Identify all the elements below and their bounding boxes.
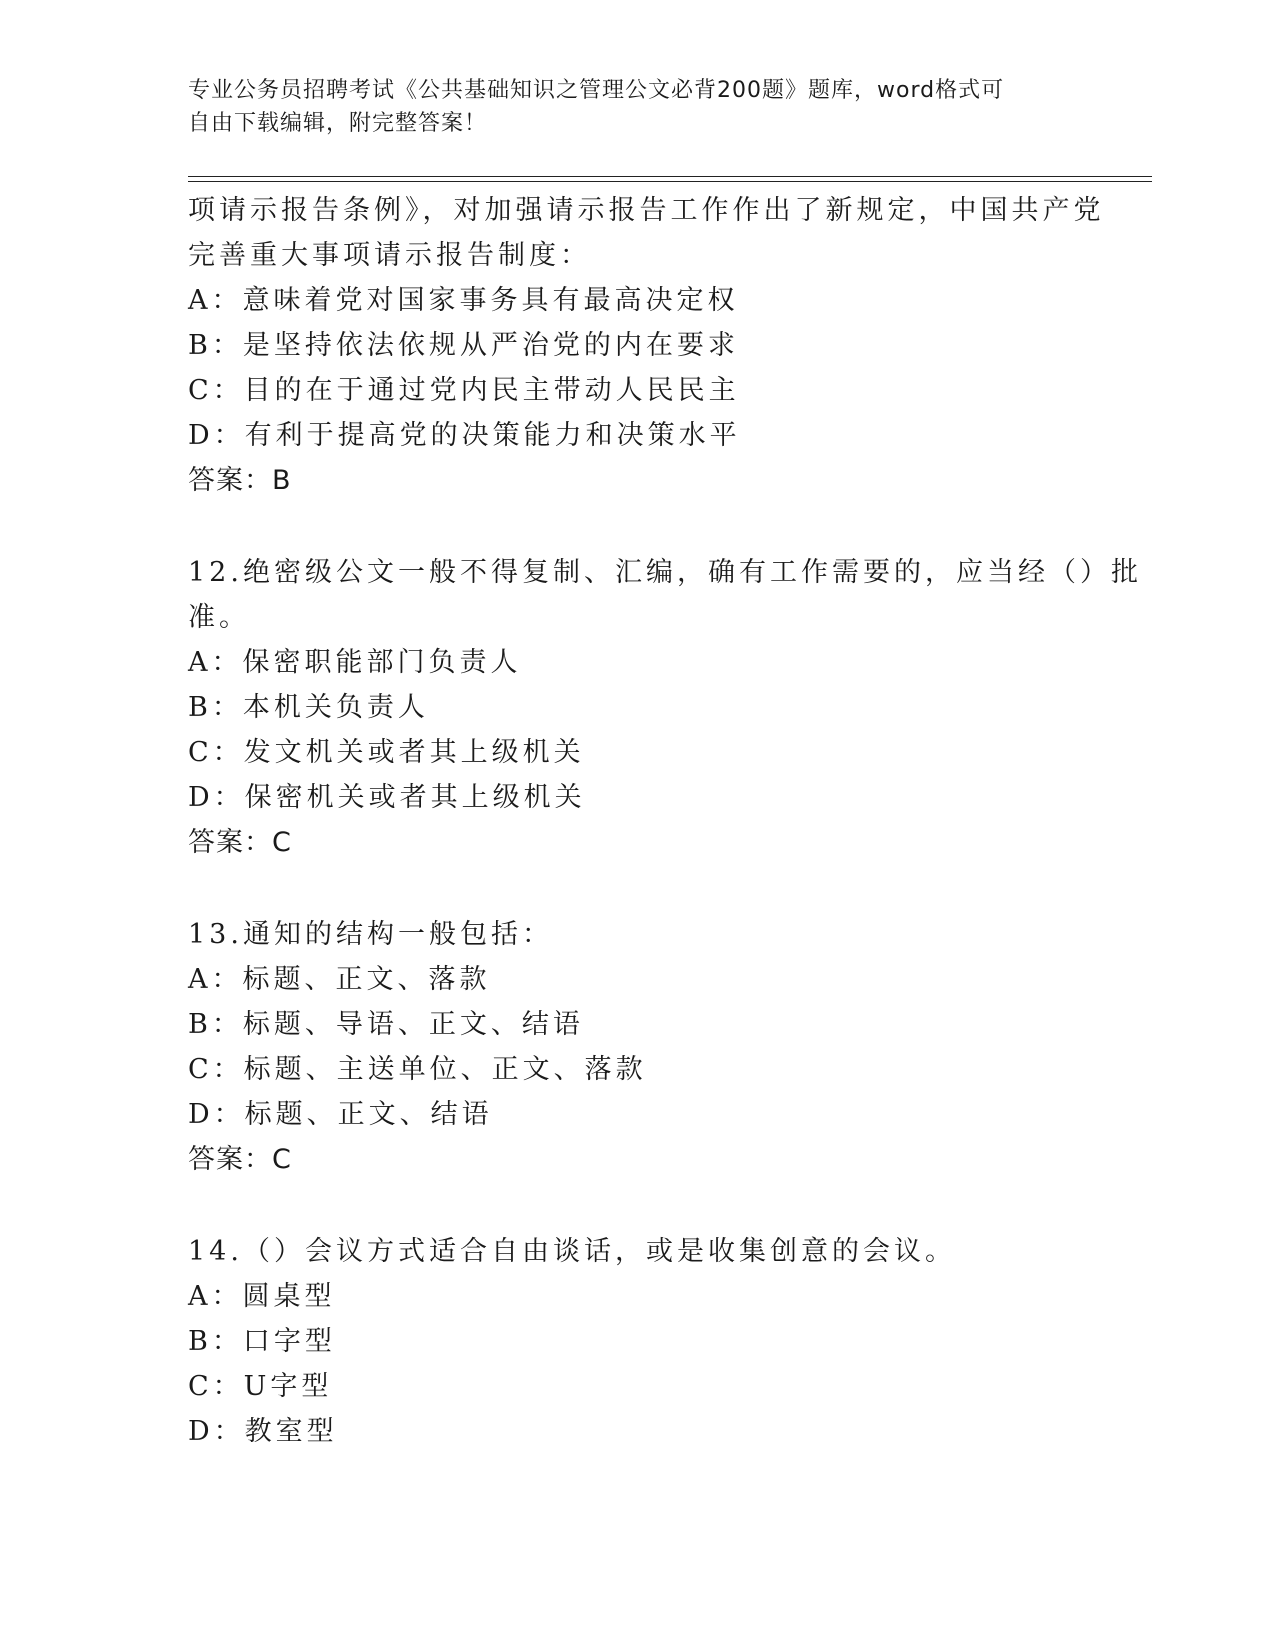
- spacer: [188, 503, 1088, 550]
- question-13: [188, 912, 1088, 1182]
- document-header: [188, 74, 1068, 140]
- header-line-1: 专业公务员招聘考试《公共基础知识之管理公文必背200题》题库，word格式可: [188, 78, 1005, 103]
- option-d: D：标题、正文、结语: [188, 1099, 493, 1130]
- header-divider-bottom: [188, 181, 1152, 182]
- option-d: D：有利于提高党的决策能力和决策水平: [188, 420, 741, 451]
- option-a: A：标题、正文、落款: [188, 964, 491, 995]
- answer-line: 答案：C: [188, 827, 292, 858]
- option-d: D：教室型: [188, 1416, 338, 1447]
- option-b: B：口字型: [188, 1326, 336, 1357]
- header-line-2: 自由下载编辑，附完整答案！: [188, 111, 488, 136]
- question-stem-line: 完善重大事项请示报告制度：: [188, 240, 591, 271]
- option-a: A：保密职能部门负责人: [188, 647, 522, 678]
- answer-line: 答案：B: [188, 465, 292, 496]
- option-b: B：本机关负责人: [188, 692, 429, 723]
- option-a: A：圆桌型: [188, 1281, 336, 1312]
- question-12: [188, 550, 1142, 865]
- question-stem-line: 14.（）会议方式适合自由谈话，或是收集创意的会议。: [188, 1236, 956, 1267]
- question-14: [188, 1229, 1088, 1454]
- question-11: [188, 188, 1105, 503]
- option-c: C：发文机关或者其上级机关: [188, 737, 585, 768]
- option-c: C：目的在于通过党内民主带动人民民主: [188, 375, 740, 406]
- question-stem-line: 12.绝密级公文一般不得复制、汇编，确有工作需要的，应当经（）批: [188, 557, 1142, 588]
- question-stem-line: 准。: [188, 602, 250, 633]
- question-content: [188, 188, 1142, 1454]
- option-b: B：标题、导语、正文、结语: [188, 1009, 584, 1040]
- option-b: B：是坚持依法依规从严治党的内在要求: [188, 330, 739, 361]
- answer-line: 答案：C: [188, 1144, 292, 1175]
- option-d: D：保密机关或者其上级机关: [188, 782, 586, 813]
- option-c: C：标题、主送单位、正文、落款: [188, 1054, 647, 1085]
- option-c: C：U字型: [188, 1371, 333, 1402]
- spacer: [188, 1182, 1088, 1229]
- question-stem-line: 13.通知的结构一般包括：: [188, 919, 553, 950]
- question-stem-line: 项请示报告条例》，对加强请示报告工作作出了新规定，中国共产党: [188, 195, 1105, 226]
- spacer: [188, 865, 1088, 912]
- header-divider-top: [188, 176, 1152, 177]
- option-a: A：意味着党对国家事务具有最高决定权: [188, 285, 739, 316]
